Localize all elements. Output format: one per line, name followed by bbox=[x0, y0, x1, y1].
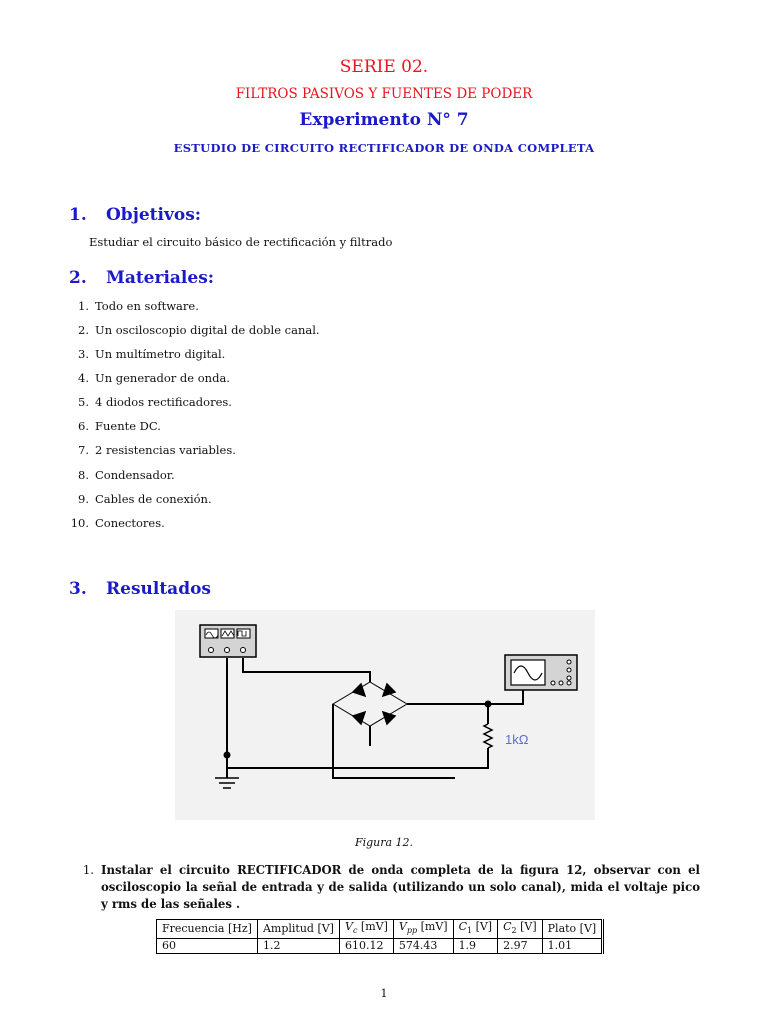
figure-caption: Figura 12. bbox=[354, 836, 414, 849]
serie-subtitle: FILTROS PASIVOS Y FUENTES DE PODER bbox=[235, 86, 533, 102]
function-generator-icon bbox=[200, 625, 256, 657]
experiment-title: Experimento N° 7 bbox=[299, 110, 469, 130]
list-item: 7. 2 resistencias variables. bbox=[78, 443, 236, 457]
section-materiales-heading bbox=[69, 268, 214, 288]
header-vpp: $V_{pp}$ [mV] bbox=[393, 920, 453, 939]
table-row bbox=[157, 939, 603, 954]
header-vc: $V_c$ [mV] bbox=[339, 920, 393, 939]
cell-c1: 1.9 bbox=[453, 939, 498, 954]
section-title: Objetivos: bbox=[106, 205, 202, 225]
cell-frecuencia: 60 bbox=[157, 939, 258, 954]
section-title: Materiales: bbox=[106, 268, 215, 288]
list-item: 2. Un osciloscopio digital de doble canal. bbox=[78, 323, 320, 337]
list-item: 1. Todo en software. bbox=[78, 299, 199, 313]
results-table bbox=[156, 919, 604, 954]
cell-plato: 1.01 bbox=[542, 939, 603, 954]
section-number: 1. bbox=[69, 205, 87, 225]
list-item: 5. 4 diodos rectificadores. bbox=[78, 395, 232, 409]
section-resultados-heading bbox=[69, 579, 211, 599]
serie-title: SERIE 02. bbox=[339, 57, 429, 77]
instruction-text: Instalar el circuito RECTIFICADOR de onda completa de la figura 12, observar con el osciloscopio la señal de entrada y de salida (utilizando un solo canal), mida el voltaje pico y rms de las señales . bbox=[101, 863, 700, 911]
section-number: 2. bbox=[69, 268, 87, 288]
section-number: 3. bbox=[69, 579, 87, 599]
header-frecuencia: Frecuencia [Hz] bbox=[157, 920, 258, 939]
header-c1: $C_1$ [V] bbox=[453, 920, 498, 939]
cell-vc: 610.12 bbox=[339, 939, 393, 954]
resistor-label: 1kΩ bbox=[505, 732, 529, 747]
list-item: 8. Condensador. bbox=[78, 468, 175, 482]
list-item: 10. Conectores. bbox=[70, 516, 165, 530]
study-title: ESTUDIO DE CIRCUITO RECTIFICADOR DE ONDA COMPLETA bbox=[173, 141, 595, 155]
cell-vpp: 574.43 bbox=[393, 939, 453, 954]
header-c2: $C_2$ [V] bbox=[498, 920, 543, 939]
header-plato: Plato [V] bbox=[542, 920, 603, 939]
list-item: 4. Un generador de onda. bbox=[78, 371, 230, 385]
oscilloscope-icon bbox=[505, 655, 577, 690]
list-item: 6. Fuente DC. bbox=[78, 419, 161, 433]
list-item: 3. Un multímetro digital. bbox=[78, 347, 226, 361]
instruction-item bbox=[80, 862, 700, 913]
instruction-number: 1. bbox=[82, 863, 94, 877]
cell-amplitud: 1.2 bbox=[257, 939, 339, 954]
section-objetivos-heading bbox=[69, 205, 201, 225]
table-header-row bbox=[157, 920, 603, 939]
header-amplitud: Amplitud [V] bbox=[257, 920, 339, 939]
section-title: Resultados bbox=[106, 579, 211, 599]
page-number: 1 bbox=[380, 987, 388, 1000]
cell-c2: 2.97 bbox=[498, 939, 543, 954]
list-item: 9. Cables de conexión. bbox=[78, 492, 212, 506]
objetivos-text: Estudiar el circuito básico de rectificación y filtrado bbox=[89, 235, 393, 249]
rectifier-circuit-figure bbox=[175, 610, 595, 820]
